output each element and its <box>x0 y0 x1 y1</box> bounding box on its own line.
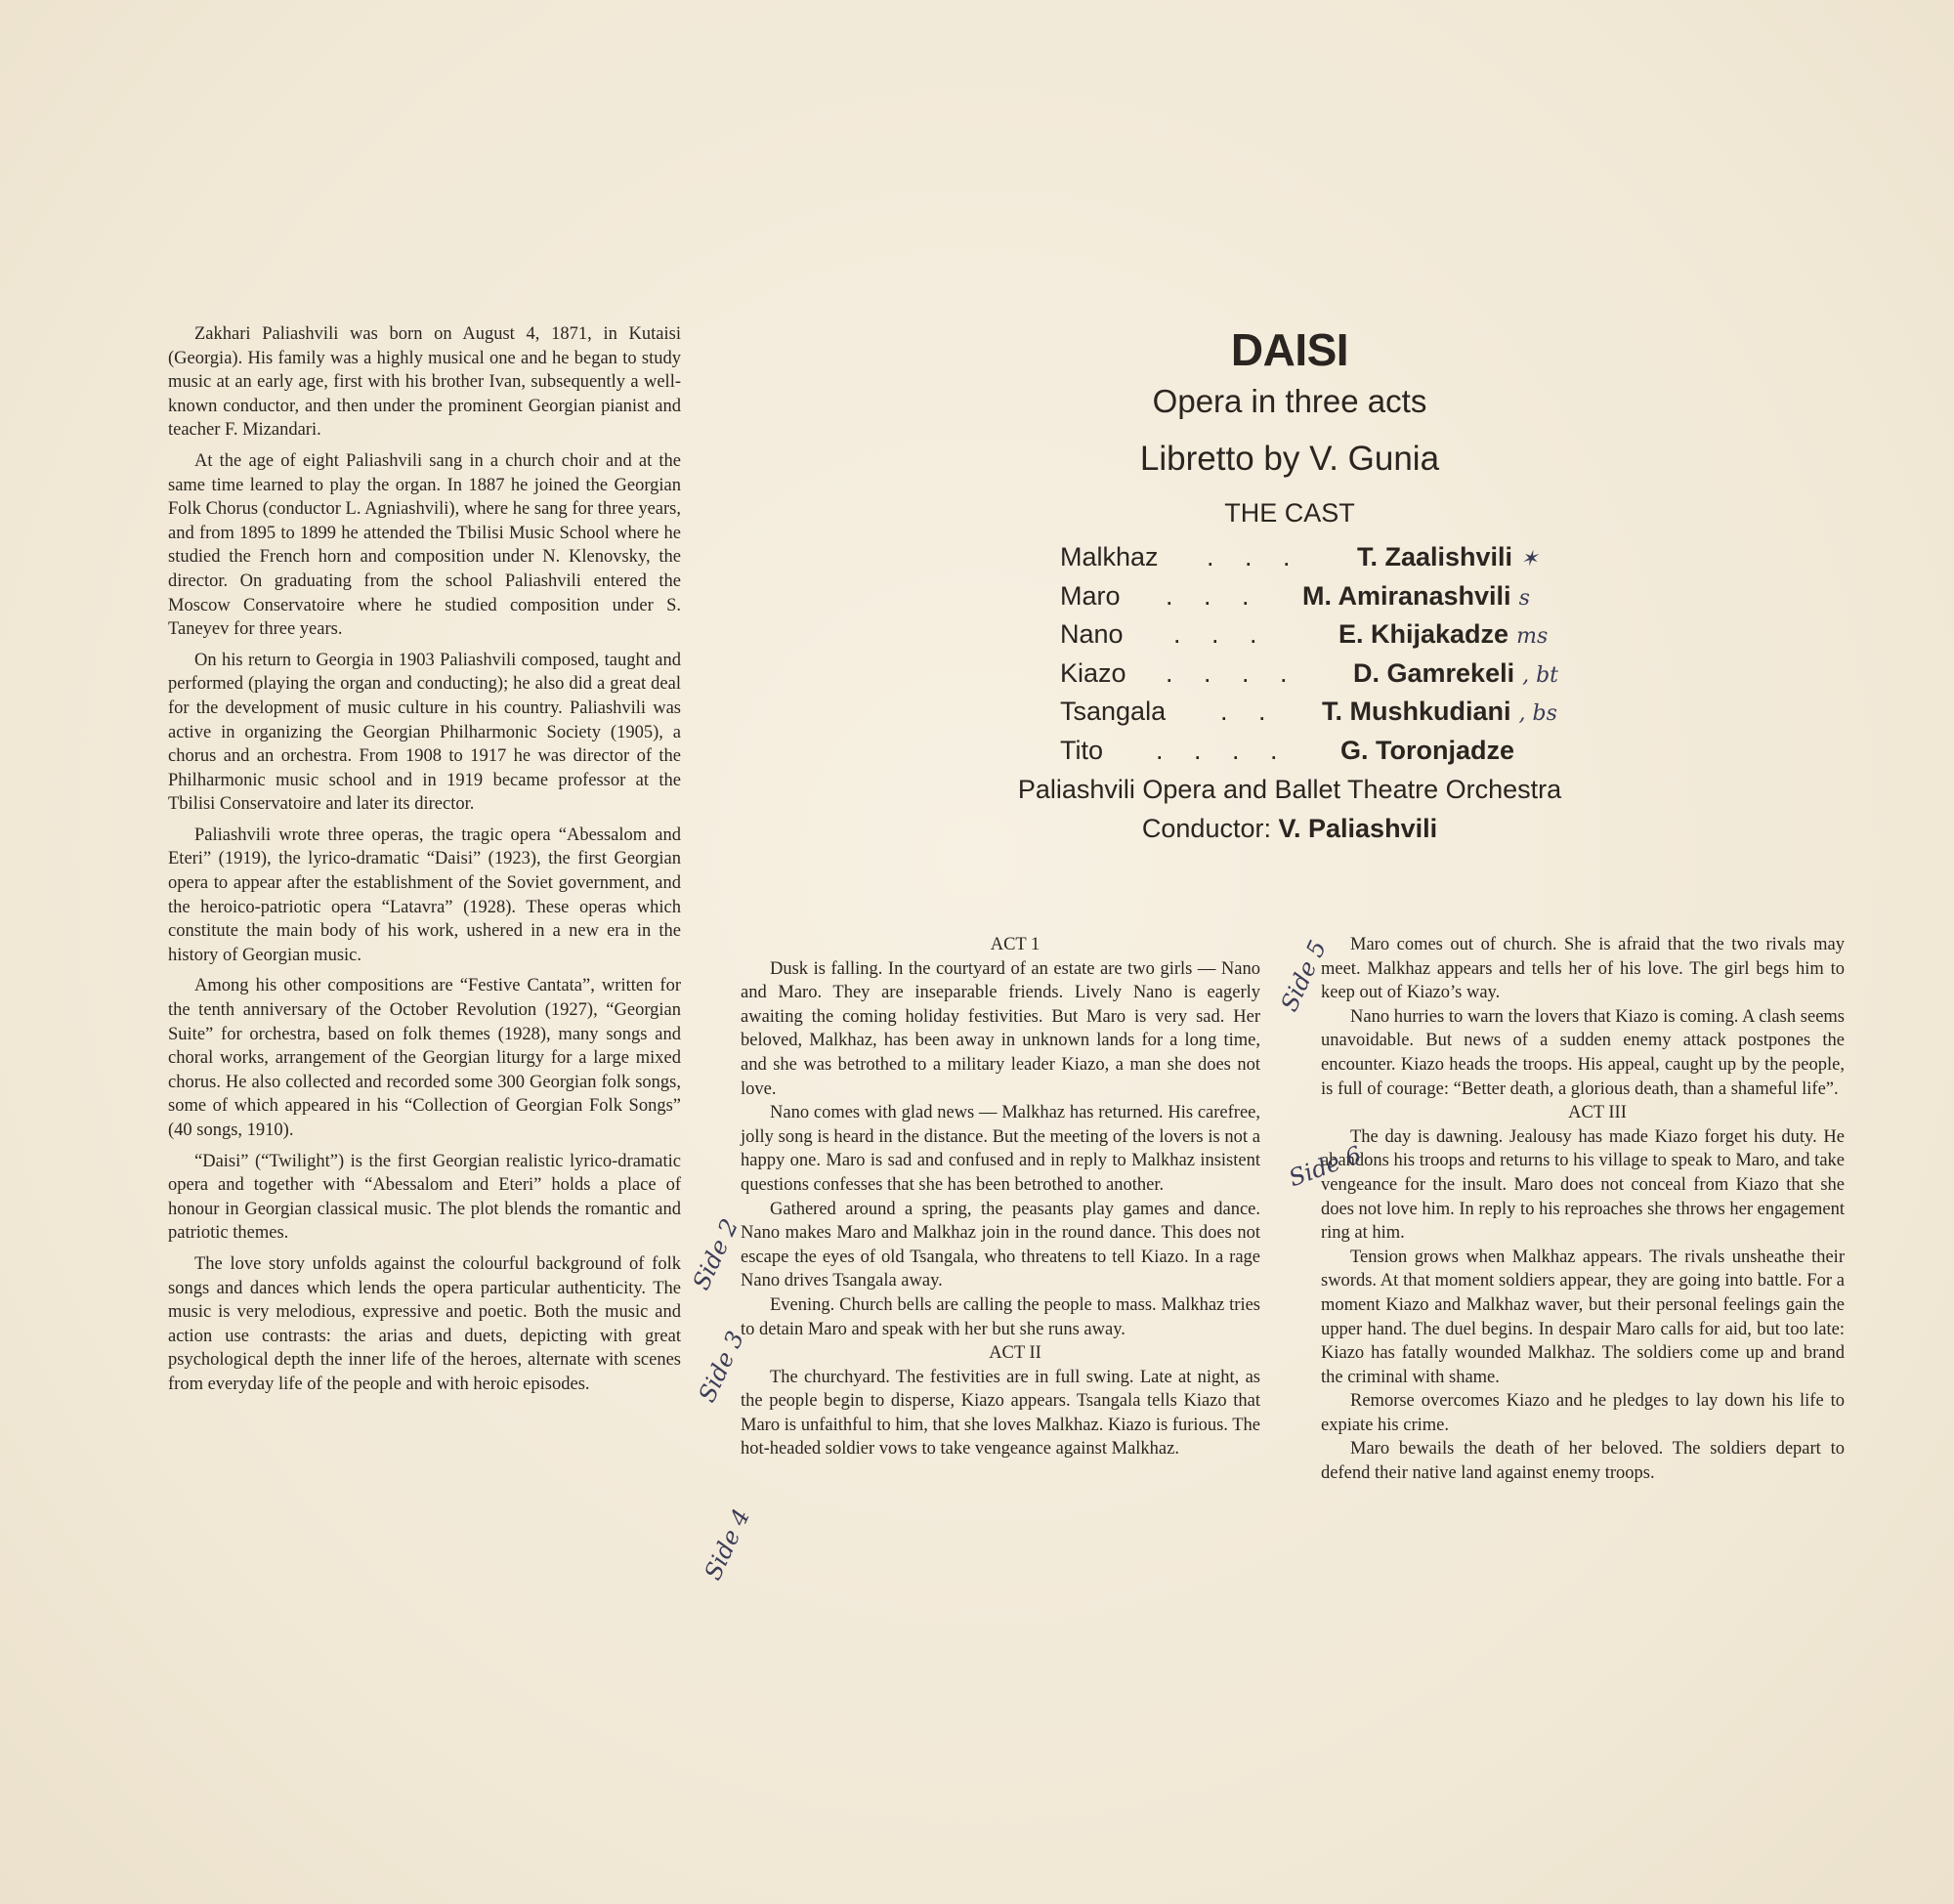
synopsis-paragraph: Dusk is falling. In the courtyard of an estate are two girls — Nano and Maro. They are inseparable friends. Lively Nano is eagerly awaiting the coming holiday festivities. But Maro is very sad. Her beloved, Malkhaz, has been away in unknown lands for a long time, and she was betrothed to a military leader Kiazo, a man she does not love. <box>741 958 1260 1099</box>
handwritten-side-4: Side 4 <box>699 1504 756 1585</box>
biography-column <box>168 322 681 1404</box>
bio-paragraph: “Daisi” (“Twilight”) is the first Georgian realistic lyrico-dramatic opera and together with “Abessalom and Eteri” holds a place of honour in Georgian classical music. The plot blends the romantic and patriotic themes. <box>168 1151 681 1244</box>
cast-leader-dots: . . . <box>1207 542 1302 571</box>
orchestra-name: Paliashvili Opera and Ballet Theatre Orchestra <box>1017 775 1562 804</box>
bio-paragraph: On his return to Georgia in 1903 Paliashvili composed, taught and performed (playing the organ and conducting); he also did a great deal for the development of music culture in his country. Paliashvili was active in organizing the Georgian Philharmonic Society (1905), a chorus and an orchestra. From 1908 to 1917 he was director of the Philharmonic music school and in 1919 became professor at the Tbilisi Conservatoire and later its director. <box>168 650 681 815</box>
synopsis-paragraph: Remorse overcomes Kiazo and he pledges to lay down his life to expiate his crime. <box>1321 1391 1845 1435</box>
cast-singer: D. Gamrekeli <box>1353 657 1515 688</box>
libretto-credit: Libretto by V. Gunia <box>1139 440 1440 478</box>
cast-leader-dots: . . . . <box>1166 657 1299 688</box>
synopsis-paragraph: Nano hurries to warn the lovers that Kiazo is coming. A clash seems unavoidable. But news of a sudden enemy attack postpones the encounter. Kiazo heads the troops. His appeal, caught up by the people, is full of courage: “Better death, a glorious death, than a shameful life”. <box>1321 1006 1845 1099</box>
synopsis-paragraph: Evening. Church bells are calling the people to mass. Malkhaz tries to detain Maro and speak with her but she runs away. <box>741 1294 1260 1339</box>
synopsis-paragraph: Maro comes out of church. She is afraid that the two rivals may meet. Malkhaz appears and tells her of his love. The girl begs him to keep out of Kiazo’s way. <box>1321 935 1845 1003</box>
cast-list <box>1060 542 1607 774</box>
cast-leader-dots: . . . <box>1173 619 1269 649</box>
cast-singer: T. Zaalishvili <box>1357 542 1513 571</box>
cast-role: Kiazo <box>1060 657 1126 688</box>
act1-heading: ACT 1 <box>990 935 1041 954</box>
cast-row <box>1060 581 1607 620</box>
cast-row <box>1060 658 1607 698</box>
synopsis-paragraph: Nano comes with glad news — Malkhaz has returned. His carefree, jolly song is heard in the distance. But the meeting of the lovers is not a happy one. Maro is sad and confused and in reply to Malkhaz insistent questions confesses that she has been betrothed to another. <box>741 1103 1260 1195</box>
cast-role: Tsangala <box>1060 697 1167 726</box>
cast-role: Tito <box>1060 735 1104 765</box>
handwritten-note: s <box>1518 585 1530 611</box>
cast-singer: E. Khijakadze <box>1338 619 1509 649</box>
cast-row <box>1060 619 1607 658</box>
act3-heading: ACT III <box>1568 1103 1627 1123</box>
conductor-label: Conductor: <box>1141 814 1271 843</box>
synopsis-paragraph: The churchyard. The festivities are in full swing. Late at night, as the people begin to disperse, Kiazo appears. Tsangala tells Kiazo that Maro is unfaithful to him, that she loves Malkhaz. Kiazo is furious. The hot-headed soldier vows to take vengeance against Malkhaz. <box>741 1367 1260 1460</box>
orchestra-credits <box>938 770 1641 848</box>
synopsis-paragraph: Maro bewails the death of her beloved. The soldiers depart to defend their native land against enemy troops. <box>1321 1439 1845 1484</box>
bio-paragraph: Paliashvili wrote three operas, the tragic opera “Abessalom and Eteri” (1919), the lyrico-dramatic “Daisi” (1923), the first Georgian opera to appear after the establishment of the Soviet government, and the heroico-patriotic opera “Latavra” (1928). These operas which constitute the main body of his work, ushered in a new era in the history of Georgian music. <box>168 825 681 965</box>
cast-singer: G. Toronjadze <box>1340 735 1515 765</box>
cast-leader-dots: . . . <box>1166 580 1261 611</box>
synopsis-column-1 <box>741 933 1260 1461</box>
bio-paragraph: Among his other compositions are “Festive Cantata”, written for the tenth anniversary of the October Revolution (1927), “Georgian Suite” for orchestra, based on folk themes (1928), many songs and choral works, arrangement of the Georgian liturgy for a large mixed chorus. He also collected and recorded some 300 Georgian folk songs, some of which appeared in his “Collection of Georgian Folk Songs” (40 songs, 1910). <box>168 976 681 1140</box>
conductor-line <box>938 809 1641 848</box>
cast-heading: THE CAST <box>1224 498 1355 528</box>
synopsis-column-2 <box>1321 933 1845 1486</box>
handwritten-note: ms <box>1516 624 1549 649</box>
handwritten-side-3: Side 3 <box>693 1327 750 1407</box>
cast-role: Nano <box>1060 619 1124 649</box>
handwritten-note: , bs <box>1518 701 1557 726</box>
cast-role: Maro <box>1060 580 1121 611</box>
synopsis-paragraph: Gathered around a spring, the peasants play games and dance. Nano makes Maro and Malkhaz join in the round dance. This does not escape the eyes of old Tsangala, who threatens to tell Kiazo. In a rage Nano drives Tsangala away. <box>741 1199 1260 1291</box>
cast-leader-dots: . . <box>1220 697 1278 726</box>
handwritten-side-2: Side 2 <box>687 1214 744 1294</box>
act2-heading: ACT II <box>989 1343 1041 1364</box>
opera-subtitle: Opera in three acts <box>1152 383 1427 419</box>
bio-paragraph: Zakhari Paliashvili was born on August 4, 1871, in Kutaisi (Georgia). His family was a highly musical one and he began to study music at an early age, first with his brother Ivan, subsequently a well-known conductor, and then under the prominent Georgian pianist and teacher F. Mizandari. <box>168 324 681 441</box>
cast-singer: T. Mushkudiani <box>1322 697 1511 726</box>
cast-role: Malkhaz <box>1060 542 1159 571</box>
cast-row <box>1060 542 1607 581</box>
handwritten-side-6: Side 6 <box>1285 1140 1366 1193</box>
opera-title: DAISI <box>1230 324 1349 375</box>
bio-paragraph: The love story unfolds against the colourful background of folk songs and dances which lends the opera particular authenticity. The music is very melodious, expressive and poetic. Both the music and action use contrasts: the arias and duets, depicting with great psychological depth the inner life of the heroes, alternate with scenes from everyday life of the people and with heroic episodes. <box>168 1253 681 1394</box>
conductor-name: V. Paliashvili <box>1278 814 1438 843</box>
handwritten-note: ✶ <box>1520 547 1539 571</box>
cast-row <box>1060 697 1607 736</box>
cast-row <box>1060 736 1607 775</box>
handwritten-note: , bt <box>1522 662 1559 688</box>
opera-header <box>938 322 1641 533</box>
synopsis-paragraph: Tension grows when Malkhaz appears. The rivals unsheathe their swords. At that moment soldiers appear, they are going into battle. For a moment Kiazo and Malkhaz waver, but their personal feelings gain the upper hand. The duel begins. In despair Maro calls for aid, but too late: Kiazo has fatally wounded Malkhaz. The soldiers come up and brand the criminal with shame. <box>1321 1247 1845 1387</box>
cast-singer: M. Amiranashvili <box>1302 580 1511 611</box>
synopsis-paragraph: The day is dawning. Jealousy has made Kiazo forget his duty. He abandons his troops and returns to his village to speak to Maro, and take vengeance for the insult. Maro does not conceal from Kiazo that she does not love him. In reply to his reproaches she throws her engagement ring at him. <box>1321 1126 1845 1244</box>
bio-paragraph: At the age of eight Paliashvili sang in a church choir and at the same time learned to play the organ. In 1887 he joined the Georgian Folk Chorus (conductor L. Agniashvili), where he sang for three years, and from 1895 to 1899 he attended the Tbilisi Music School where he studied the French horn and composition under N. Klenovsky, the director. On graduating from the school Paliashvili entered the Moscow Conservatoire where he studied composition under S. Taneyev for three years. <box>168 450 681 640</box>
cast-leader-dots: . . . . <box>1156 735 1290 765</box>
handwritten-side-5: Side 5 <box>1275 936 1333 1016</box>
